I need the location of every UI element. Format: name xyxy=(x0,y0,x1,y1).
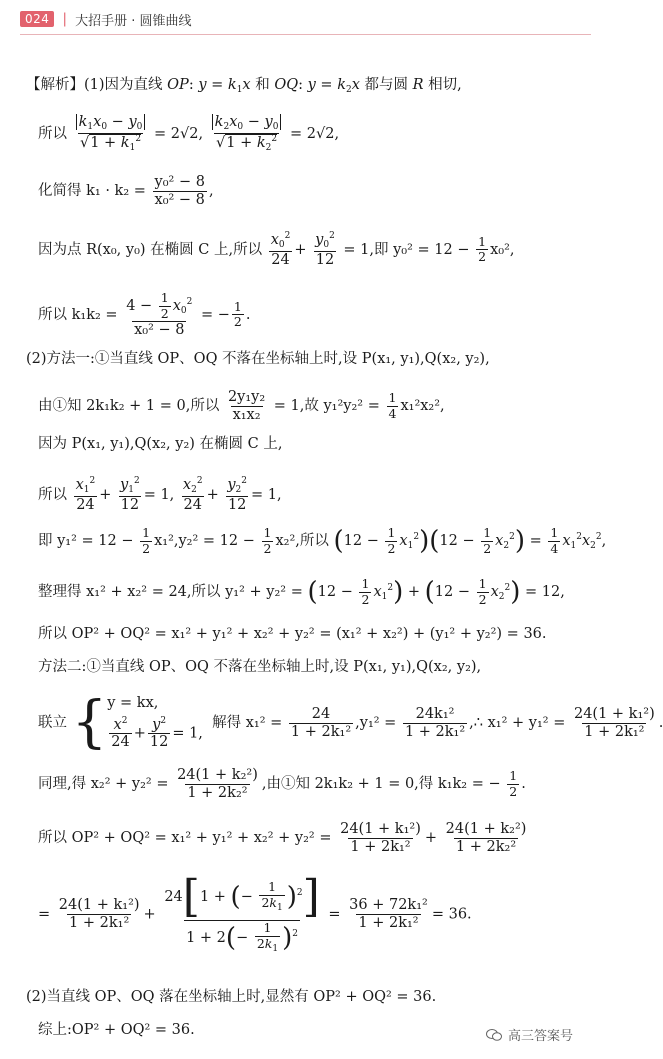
solution-line-4: 因为点 R(x₀, y₀) 在椭圆 C 上,所以 $\frac{x_0^2}{24}$ + $\frac{y_0^2}{12}$ = 1,即 y₀² = 12 − $\frac{1}{2}$ x₀², xyxy=(38,231,515,268)
part2-line: (2)当直线 OP、OQ 落在坐标轴上时,显然有 OP² + OQ² = 36. xyxy=(26,989,437,1005)
method1-title: (2)方法一:①当直线 OP、OQ 不落在坐标轴上时,设 P(x₁, y₁),Q(x₂, y₂), xyxy=(26,351,490,367)
method1-line-5: 即 y₁² = 12 − $\frac{1}{2}$ x₁²,y₂² = 12 − $\frac{1}{2}$ x₂²,所以 (12 − $\frac{1}{2}$ $x_1^2)(12$ − $\frac{1}{2}$ $x_2^2$) = $\frac{1}{4}$ $x_1^2x_2^2$, xyxy=(38,525,607,556)
method2-line-5: = $\frac{\text{24(1 + k₁²)}}{\text{1 + 2k₁²}}$ + 24[1 + (− $\frac{1}{2k_1}$ )$^2$] 1 + 2(− $\frac{1}{2k_1}$ )$^2$ = $\frac{\text{36 + 72k₁²}}{\text{1 + 2k₁²}}$ = 36. xyxy=(38,871,472,954)
solution-line-5: 所以 k₁k₂ = 4 − $\frac{1}{2}$ $x_0^2$ x₀² − 8 = − $\frac{1}{2}$ . xyxy=(38,290,251,338)
watermark-label: 高三答案号 xyxy=(508,1029,574,1044)
header-rule xyxy=(20,34,591,35)
book-title: 大招手册 · 圆锥曲线 xyxy=(75,13,192,29)
page-number: 024 xyxy=(20,11,54,27)
method2-line-2: 联立 { y = kx, $\frac{x^2}{24}$ + $\frac{y^2}{12}$ = 1, 解得 x₁² = $\frac{24}{\text{1 + 2k₁²}}$ ,y₁² = $\frac{\text{24k₁²}}{\text{1 + 2k₁²}}$ ,∴ x₁² + y₁² = $\frac{\text{24(1 + k₁²)}}{\text{1 + 2k₁²}}$ . xyxy=(38,690,663,755)
method1-line-7: 所以 OP² + OQ² = x₁² + y₁² + x₂² + y₂² = (x₁² + x₂²) + (y₁² + y₂²) = 36. xyxy=(38,626,547,642)
wechat-icon xyxy=(486,1028,502,1042)
method1-line-3: 因为 P(x₁, y₁),Q(x₂, y₂) 在椭圆 C 上, xyxy=(38,436,283,452)
method1-line-2: 由①知 2k₁k₂ + 1 = 0,所以 $\frac{\text{2y₁y₂}}{\text{x₁x₂}}$ = 1,故 y₁²y₂² = $\frac{1}{4}$ x₁²x₂², xyxy=(38,389,445,423)
method1-line-4: 所以 $\frac{x_1^2}{24}$ + $\frac{y_1^2}{12}$ = 1, $\frac{x_2^2}{24}$ + $\frac{y_2^2}{12}$ = 1, xyxy=(38,476,282,513)
header-separator: | xyxy=(62,11,68,27)
method2-line-3: 同理,得 x₂² + y₂² = $\frac{\text{24(1 + k₂²)}}{\text{1 + 2k₂²}}$ ,由①知 2k₁k₂ + 1 = 0,得 k₁k₂ = − $\frac{1}{2}$ . xyxy=(38,767,526,801)
method2-title: 方法二:①当直线 OP、OQ 不落在坐标轴上时,设 P(x₁, y₁),Q(x₂, y₂), xyxy=(38,659,482,675)
method1-line-6: 整理得 x₁² + x₂² = 24,所以 y₁² + y₂² = (12 − $\frac{1}{2}$ $x_1^2) + (12$ − $\frac{1}{2}$ $x_2^2) = 12$, xyxy=(38,576,565,607)
page-header xyxy=(20,8,192,30)
watermark xyxy=(486,1025,573,1044)
conclusion-line: 综上:OP² + OQ² = 36. xyxy=(38,1022,195,1038)
solution-line-2: 所以 $\frac{k_1x_0 - y_0}{√1 + k_1^2}$ = 2√2, $\frac{k_2x_0 - y_0}{√1 + k_2^2}$ = 2√2, xyxy=(38,114,340,153)
solution-line-1: 【解析】(1)因为直线 OP: $y = k_1x$ 和 OQ: $y = k_2x$ 都与圆 R 相切, xyxy=(26,77,462,95)
solution-line-3: 化简得 k₁ · k₂ = $\frac{\text{y₀² − 8}}{\text{x₀² − 8}}$ , xyxy=(38,174,214,208)
method2-line-4: 所以 OP² + OQ² = x₁² + y₁² + x₂² + y₂² = $\frac{\text{24(1 + k₁²)}}{\text{1 + 2k₁²}}$ + $\frac{\text{24(1 + k₂²)}}{\text{1 + 2k₂²}}$ xyxy=(38,821,527,855)
